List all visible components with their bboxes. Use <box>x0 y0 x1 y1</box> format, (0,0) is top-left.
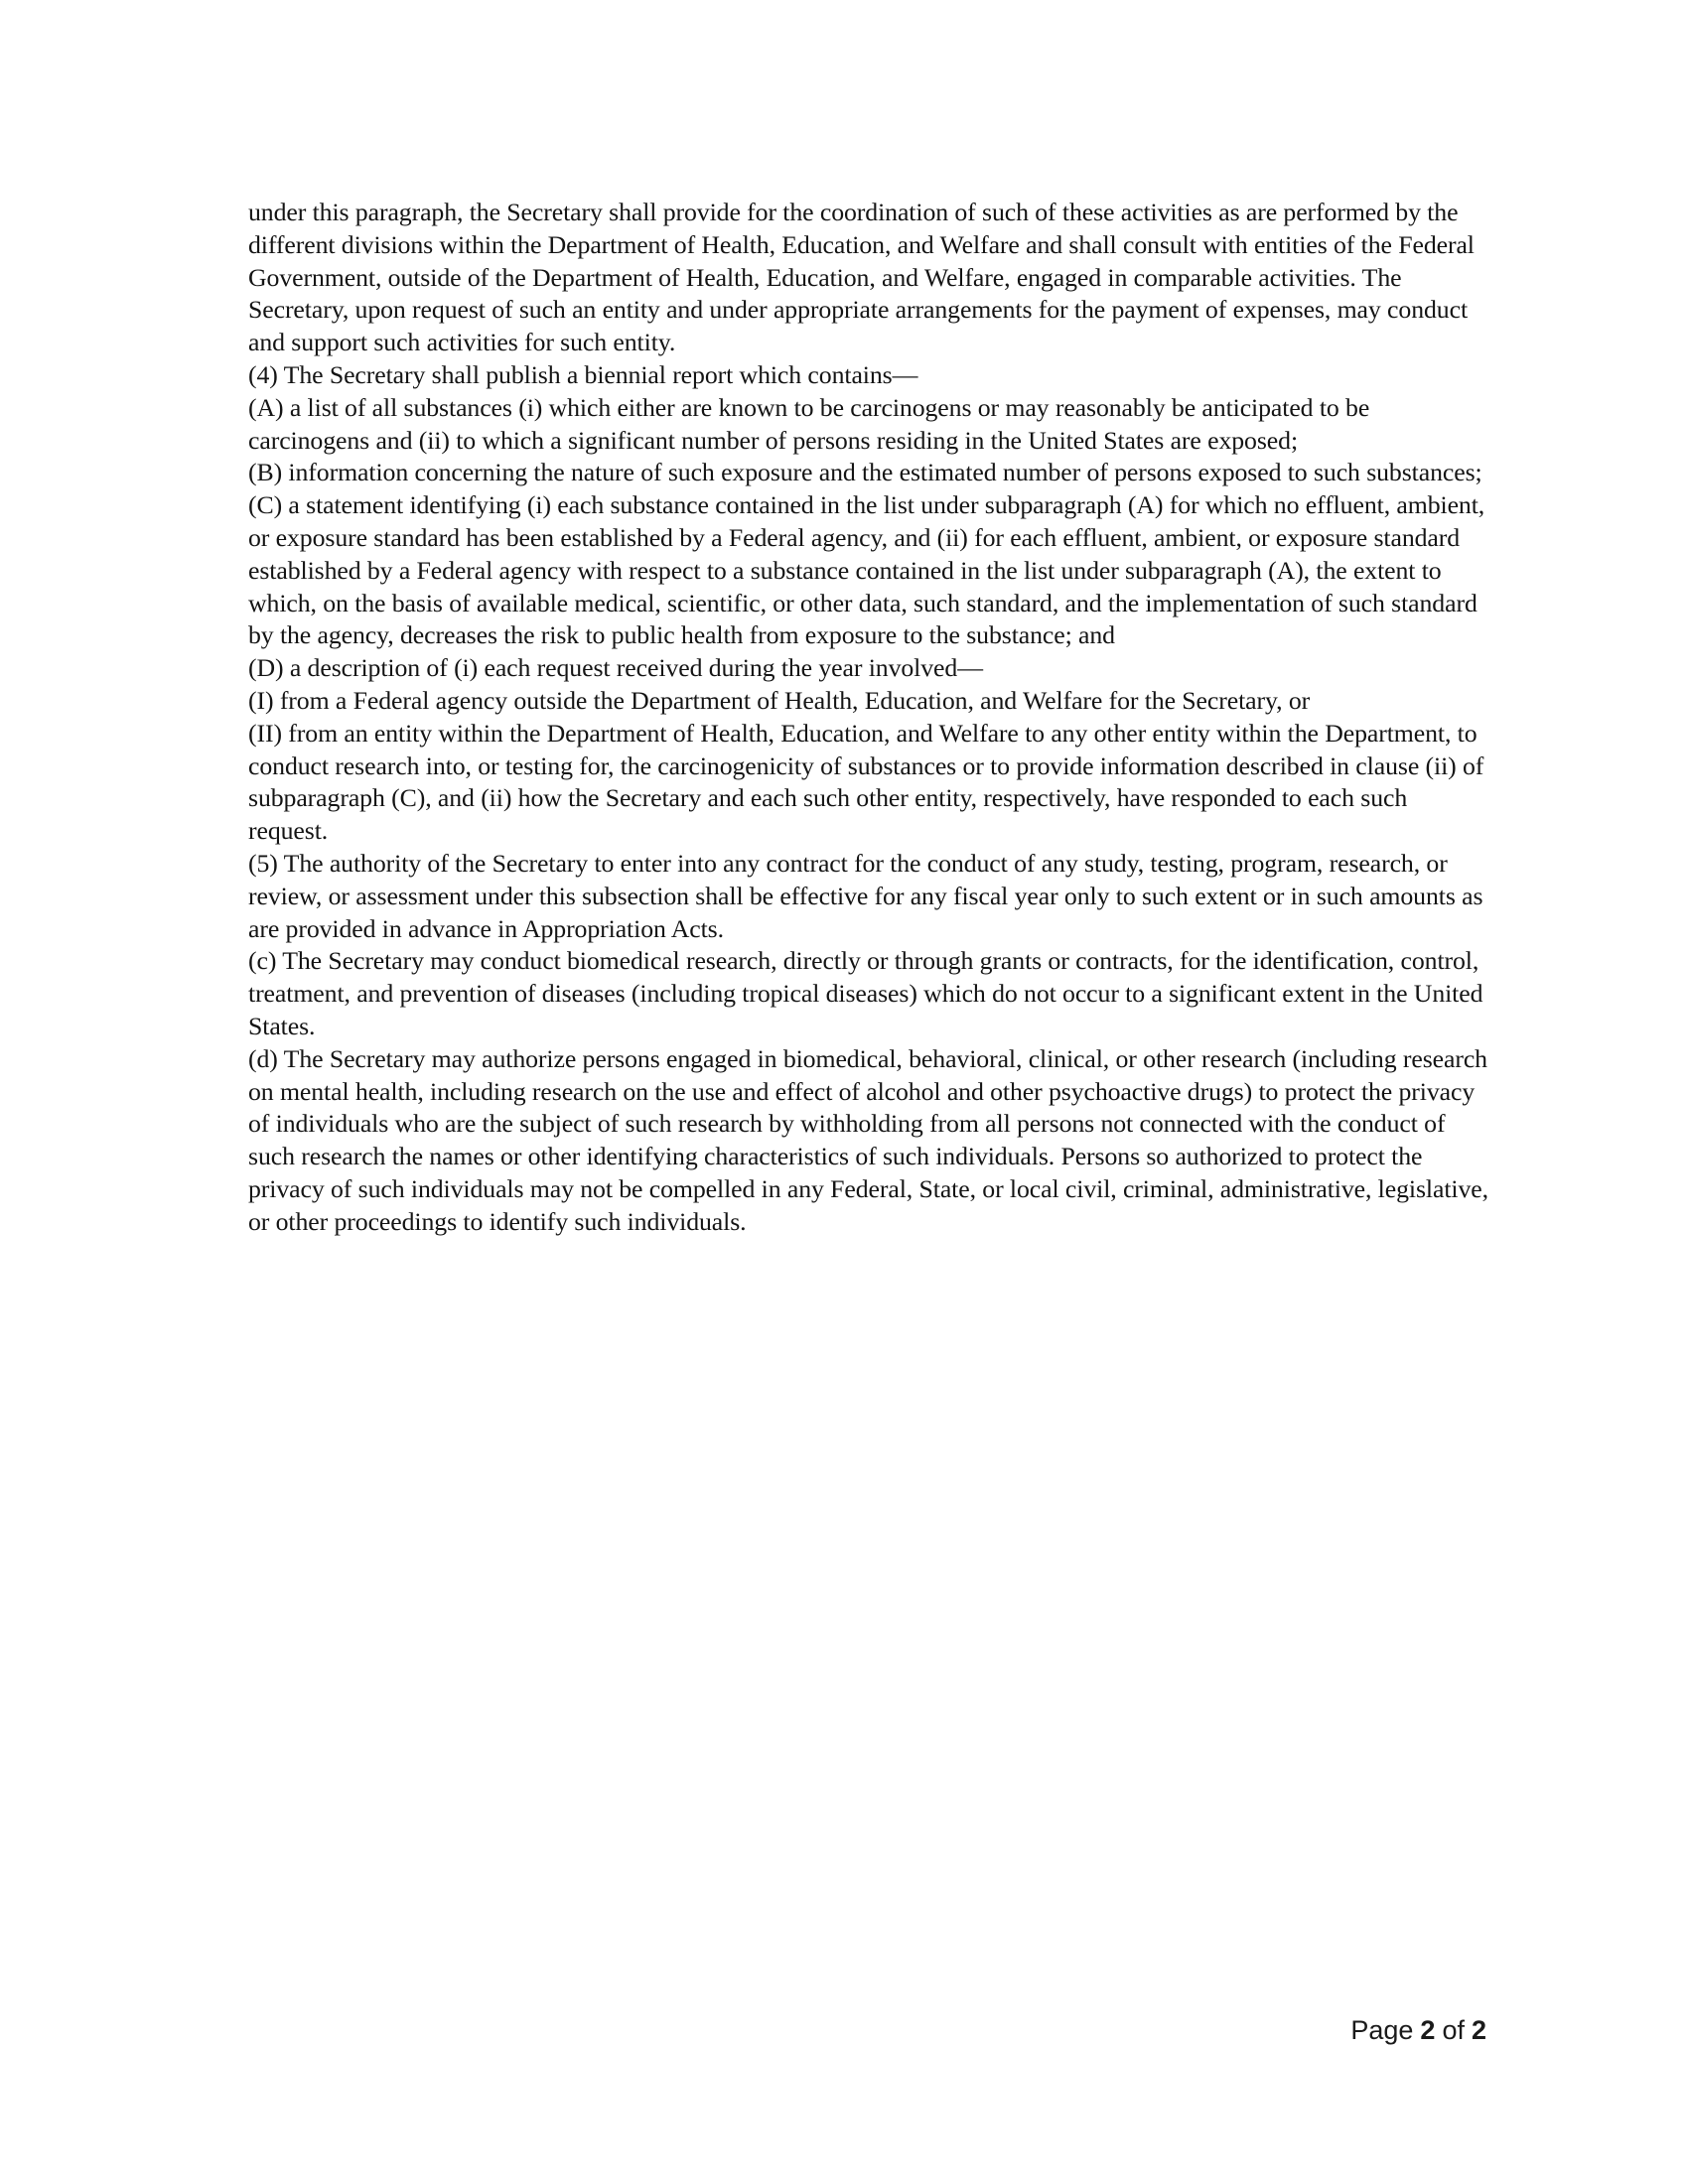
footer-page-number: 2 <box>1420 2015 1436 2045</box>
subparagraph-D: (D) a description of (i) each request received during the year involved— <box>248 653 983 683</box>
paragraph-4: (4) The Secretary shall publish a biennial report which contains— <box>248 359 918 389</box>
footer-of-label: of <box>1442 2015 1465 2045</box>
paragraph-5: (5) The authority of the Secretary to enter into any contract for the conduct of any study, testing, program, research, or review, or assessment under this subsection shall be effective for any fiscal year only to such extent or in such amounts as are provided in advance in Appropriation Acts. <box>248 848 1483 943</box>
paragraph-d: (d) The Secretary may authorize persons engaged in biomedical, behavioral, clinical, or other research (including research on mental health, including research on the use and effect of alcohol and other psychoactive drugs) to protect the privacy of individuals who are the subject of such research by withholding from all persons not connected with the conduct of such research the names or other identifying characteristics of such individuals. Persons so authorized to protect the privacy of such individuals may not be compelled in any Federal, State, or local civil, criminal, administrative, legislative, or other proceedings to identify such individuals. <box>248 1043 1488 1236</box>
document-body <box>248 197 1491 1239</box>
footer-page-label: Page <box>1350 2015 1414 2045</box>
paragraph-continuation: under this paragraph, the Secretary shall provide for the coordination of such of these activities as are performed by the different divisions within the Department of Health, Education, and Welfare and shall consult with entities of the Federal Government, outside of the Department of Health, Education, and Welfare, engaged in comparable activities. The Secretary, upon request of such an entity and under appropriate arrangements for the payment of expenses, may conduct and support such activities for such entity. <box>248 198 1475 357</box>
clause-I: (I) from a Federal agency outside the Department of Health, Education, and Welfare for the Secretary, or <box>248 685 1311 715</box>
subparagraph-B: (B) information concerning the nature of such exposure and the estimated number of persons exposed to such substances; <box>248 458 1482 487</box>
clause-II: (II) from an entity within the Department of Health, Education, and Welfare to any other entity within the Department, to conduct research into, or testing for, the carcinogenicity of substances or to provide information described in clause (ii) of subparagraph (C), and (ii) how the Secretary and each such other entity, respectively, have responded to each such request. <box>248 718 1484 846</box>
page-footer <box>1350 2015 1486 2046</box>
subparagraph-A: (A) a list of all substances (i) which either are known to be carcinogens or may reasonably be anticipated to be carcinogens and (ii) to which a significant number of persons residing in the United States are exposed; <box>248 392 1370 455</box>
paragraph-c: (c) The Secretary may conduct biomedical research, directly or through grants or contracts, for the identification, control, treatment, and prevention of diseases (including tropical diseases) which do not occur to a significant extent in the United States. <box>248 946 1483 1040</box>
footer-page-total: 2 <box>1471 2015 1486 2045</box>
subparagraph-C: (C) a statement identifying (i) each substance contained in the list under subparagraph (A) for which no effluent, ambient, or exposure standard has been established by a Federal agency, and (ii) for each effluent, ambient, or exposure standard established by a Federal agency with respect to a substance contained in the list under subparagraph (A), the extent to which, on the basis of available medical, scientific, or other data, such standard, and the implementation of such standard by the agency, decreases the risk to public health from exposure to the substance; and <box>248 490 1485 650</box>
